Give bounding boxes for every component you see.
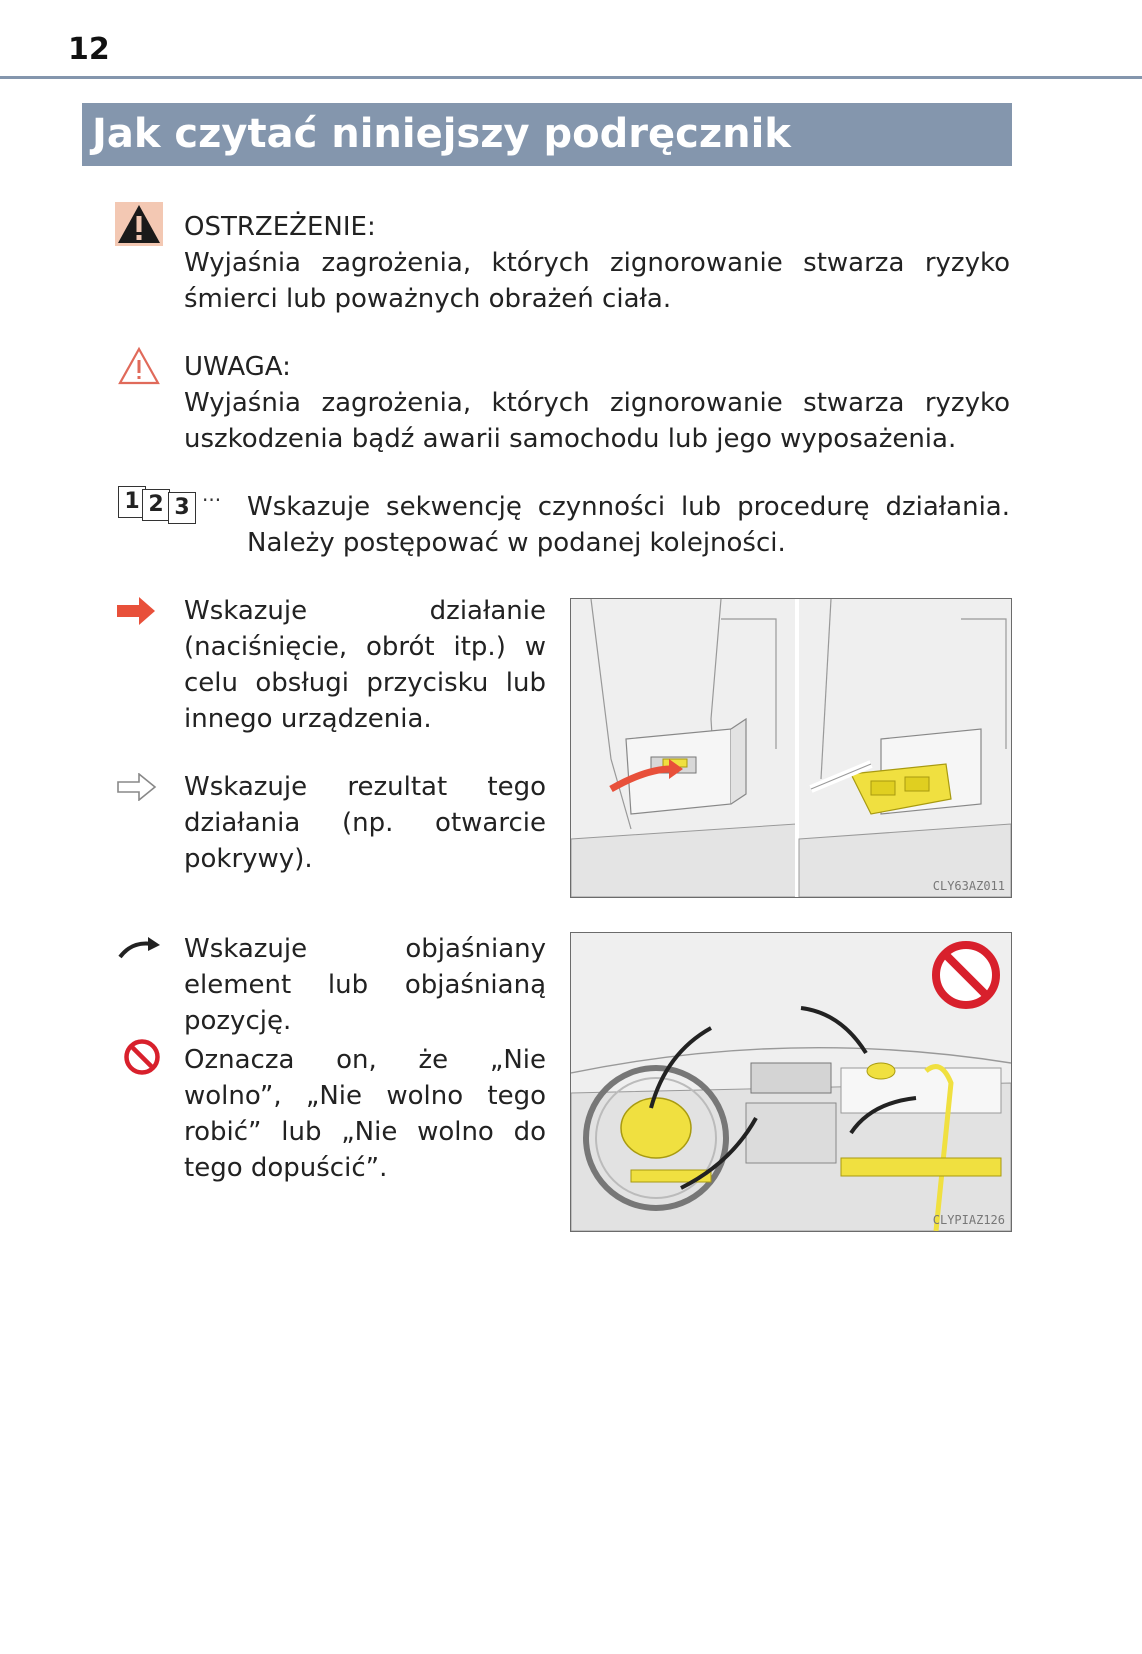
result-text: Wskazuje rezultat tego działania (np. otwarcie pokrywy). xyxy=(184,772,546,874)
pointer-text: Wskazuje objaśniany element lub objaśnianą pozycję. xyxy=(184,934,546,1036)
dashboard-airbag-figure xyxy=(570,932,1012,1232)
title-bar xyxy=(82,103,1012,166)
warning-text: Wyjaśnia zagrożenia, których zignorowanie stwarza ryzyko śmierci lub poważnych obrażeń ciała. xyxy=(184,248,1010,314)
warning-triangle-outline-icon xyxy=(117,346,161,386)
sequence-ellipsis: ··· xyxy=(202,488,222,512)
sequence-text: Wskazuje sekwencję czynności lub procedurę działania. Należy postępować w podanej kolejności. xyxy=(247,492,1010,558)
notice-text: Wyjaśnia zagrożenia, których zignorowanie stwarza ryzyko uszkodzenia bądź awarii samochodu lub jego wyposażenia. xyxy=(184,388,1010,454)
step-number-box: 1 xyxy=(118,486,146,518)
seat-armrest-figure xyxy=(570,598,1012,898)
action-text: Wskazuje działanie (naciśnięcie, obrót itp.) w celu obsługi przycisku lub innego urządzenia. xyxy=(184,596,546,734)
notice-block xyxy=(184,349,1010,457)
figure-code: CLY63AZ011 xyxy=(932,879,1005,893)
header-rule xyxy=(0,76,1142,79)
outline-arrow-icon xyxy=(117,773,157,801)
step-number-box: 3 xyxy=(168,492,196,524)
warning-label: OSTRZEŻENIE: xyxy=(184,212,376,242)
page-title: Jak czytać niniejszy podręcznik xyxy=(92,111,791,157)
curved-pointer-arrow-icon xyxy=(118,935,162,961)
warning-triangle-filled-icon xyxy=(115,202,163,246)
page-number: 12 xyxy=(68,32,110,67)
prohibition-icon xyxy=(123,1038,161,1076)
figure-code: CLYPIAZ126 xyxy=(932,1213,1005,1227)
numbered-steps-icon xyxy=(118,486,228,526)
notice-label: UWAGA: xyxy=(184,352,291,382)
prohibition-text: Oznacza on, że „Nie wolno”, „Nie wolno tego robić” lub „Nie wolno do tego dopuścić”. xyxy=(184,1045,546,1183)
step-number-box: 2 xyxy=(142,489,170,521)
filled-arrow-icon xyxy=(117,597,157,625)
warning-block xyxy=(184,209,1010,317)
